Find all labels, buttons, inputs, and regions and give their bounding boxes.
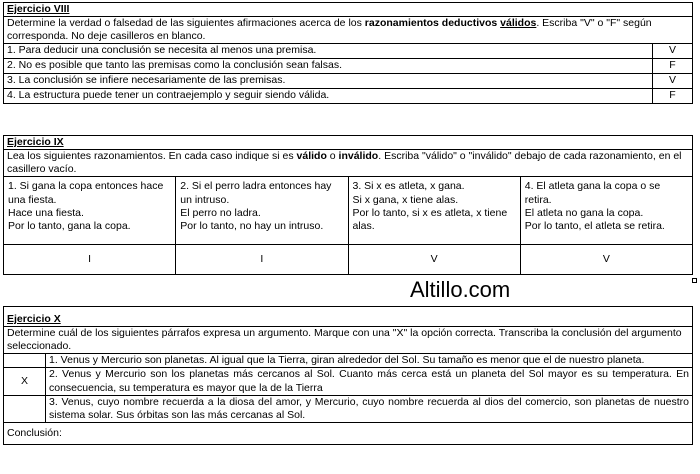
premise-line: 1. Si gana la copa entonces hace una fiesta.: [8, 180, 164, 206]
answer-cell[interactable]: F: [652, 89, 692, 104]
premise-line: 2. Si el perro ladra entonces hay un intruso.: [180, 180, 332, 206]
conclusion-line: Por lo tanto, si x es atleta, x tiene alas.: [352, 206, 508, 232]
option-mark-cell[interactable]: X: [4, 368, 46, 395]
premise-line: El perro no ladra.: [180, 206, 261, 219]
watermark: Altillo.com: [410, 277, 511, 302]
exercise-10-instructions: Determine cuál de los siguientes párrafos expresa un argumento. Marque con una "X" la opción correcta. Transcriba la conclusión del argumento seleccionado.: [4, 327, 693, 354]
resize-handle[interactable]: [692, 278, 697, 283]
option-text: 3. Venus, cuyo nombre recuerda a la diosa del amor, y Mercurio, cuyo nombre recuerda al dios del comercio, son planetas de nuestro sistema solar. Sus órbitas son las más cercanas al Sol.: [46, 395, 693, 422]
exercise-8-title: Ejercicio VIII: [4, 3, 693, 17]
exercise-8-table: [3, 2, 693, 104]
argument-cell-3: [348, 177, 520, 245]
statement-text: 3. La conclusión se infiere necesariamente de las premisas.: [4, 74, 653, 89]
exercise-9-table: [3, 135, 693, 275]
table-row: [4, 44, 693, 59]
answer-cell[interactable]: V: [348, 245, 520, 275]
exercise-8-instructions: Determine la verdad o falsedad de las siguientes afirmaciones acerca de los razonamientos deductivos válidos. Escriba "V" o "F" según corresponda. No deje casilleros en blanco.: [4, 17, 693, 44]
answer-cell[interactable]: I: [4, 245, 176, 275]
conclusion-field[interactable]: Conclusión:: [4, 422, 693, 444]
statement-text: 2. No es posible que tanto las premisas como la conclusión sean falsas.: [4, 59, 653, 74]
exercise-10-title: Ejercicio X: [4, 307, 693, 327]
exercise-9-instructions: Lea los siguientes razonamientos. En cada caso indique si es válido o inválido. Escriba "válido" o "inválido" debajo de cada razonamiento, en el casillero vacío.: [4, 150, 693, 177]
option-text: 1. Venus y Mercurio son planetas. Al igual que la Tierra, giran alrededor del Sol. Su tamaño es menor que el de nuestro planeta.: [46, 354, 693, 368]
table-row: [4, 59, 693, 74]
answer-cell[interactable]: F: [652, 59, 692, 74]
option-mark-cell[interactable]: [4, 395, 46, 422]
premise-line: 3. Si x es atleta, x gana.: [352, 180, 465, 193]
argument-cell-4: [520, 177, 692, 245]
argument-cell-2: [176, 177, 348, 245]
statement-text: 4. La estructura puede tener un contraejemplo y seguir siendo válida.: [4, 89, 653, 104]
conclusion-line: Por lo tanto, el atleta se retira.: [524, 219, 665, 232]
table-row: [4, 74, 693, 89]
table-row: [4, 89, 693, 104]
conclusion-line: Por lo tanto, no hay un intruso.: [180, 219, 324, 232]
premise-line: El atleta no gana la copa.: [524, 206, 644, 219]
argument-cell-1: [4, 177, 176, 245]
premise-line: 4. El atleta gana la copa o se retira.: [524, 180, 661, 206]
answer-cell[interactable]: V: [652, 74, 692, 89]
answer-cell[interactable]: I: [176, 245, 348, 275]
table-row: [4, 395, 693, 422]
statement-text: 1. Para deducir una conclusión se necesita al menos una premisa.: [4, 44, 653, 59]
exercise-9-title: Ejercicio IX: [4, 136, 693, 150]
answer-cell[interactable]: V: [652, 44, 692, 59]
conclusion-line: Por lo tanto, gana la copa.: [8, 219, 131, 232]
table-row: [4, 354, 693, 368]
premise-line: Si x gana, x tiene alas.: [352, 193, 459, 206]
exercise-10-table: [3, 306, 693, 445]
premise-line: Hace una fiesta.: [8, 206, 84, 219]
option-mark-cell[interactable]: [4, 354, 46, 368]
table-row: [4, 368, 693, 395]
answer-cell[interactable]: V: [520, 245, 692, 275]
option-text: 2. Venus y Mercurio son los planetas más cercanos al Sol. Cuanto más cerca está un planeta del Sol mayor es su temperatura. En consecuencia, su temperatura es mayor que la de la Tierra: [46, 368, 693, 395]
